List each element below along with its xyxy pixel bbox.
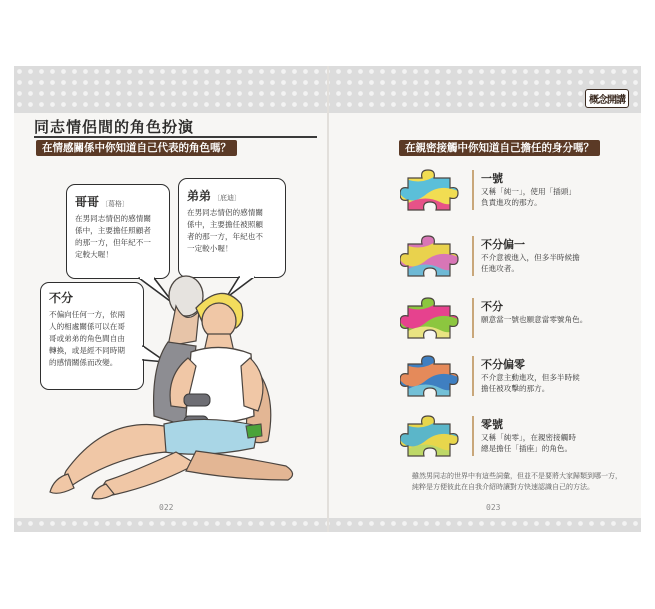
book-spread [14, 66, 641, 532]
text-line: 係中，主要擔任被照顧 [187, 220, 263, 229]
bubble-didi-head: 弟弟 [187, 189, 212, 203]
role-description [481, 314, 611, 325]
couple-illustration [36, 266, 306, 502]
role-description [481, 372, 611, 394]
bubble-gege-head: 哥哥 [75, 195, 100, 209]
bubble-didi-tag: 〔底迪〕 [213, 194, 242, 202]
series-logo: 概念開講 [585, 89, 629, 108]
role-description-line: 擔任被攻擊的那方。 [481, 384, 550, 393]
role-description-line: 負責進攻的那方。 [481, 198, 542, 207]
role-description-line: 又稱「純一」，使用「插頭」 [481, 187, 576, 196]
page-title: 同志情侶間的角色扮演 [34, 118, 195, 136]
text-line: 在男同志情侶的感情關 [75, 214, 151, 223]
footnote [412, 471, 622, 493]
role-divider [472, 236, 474, 276]
footnote-line: 純粹是方便彼此在自我介紹時讓對方快速認識自己的方法。 [412, 483, 594, 491]
text-line: 哥或弟弟的角色間自由 [49, 334, 125, 343]
role-description-line: 不介意主動進攻，但多半時候 [481, 373, 580, 382]
role-description-line: 總是擔任「插座」的角色。 [481, 444, 573, 453]
text-line: 定較大喔！ [75, 250, 113, 259]
text-line: 一定較小喔！ [187, 244, 233, 253]
role-divider [472, 416, 474, 456]
text-line: 人的相處關係可以在哥 [49, 322, 125, 331]
text-line: 者的那一方，年紀也不 [187, 232, 263, 241]
role-name: 不分 [481, 300, 503, 313]
puzzle-piece-icon [400, 168, 460, 214]
role-description-line: 不介意被進入，但多半時候擔 [481, 253, 580, 262]
book-spine [327, 66, 329, 532]
text-line: 的感情關係而改變。 [49, 358, 118, 367]
puzzle-piece-icon [400, 414, 460, 460]
role-name: 不分偏零 [481, 358, 525, 371]
text-line: 轉換，或是經不同時期 [49, 346, 125, 355]
role-divider [472, 170, 474, 210]
text-line: 在男同志情侶的感情關 [187, 208, 263, 217]
text-line: 的那一方，但年紀不一 [75, 238, 151, 247]
text-line: 不偏向任何一方，依兩 [49, 310, 125, 319]
role-description-line: 又稱「純零」，在親密接觸時 [481, 433, 576, 442]
section-banner-left: 在情感關係中你知道自己代表的角色嗎？ [36, 140, 237, 156]
role-name: 不分偏一 [481, 238, 525, 251]
puzzle-piece-icon [400, 354, 460, 400]
role-divider [472, 298, 474, 338]
role-description-line: 願意當一號也願意當零號角色。 [481, 315, 588, 324]
puzzle-piece-icon [400, 296, 460, 342]
role-description [481, 432, 611, 454]
role-name: 一號 [481, 172, 503, 185]
text-line: 係中，主要擔任照顧者 [75, 226, 151, 235]
role-divider [472, 356, 474, 396]
bubble-bufen-head: 不分 [49, 291, 74, 305]
page-number-right: 023 [486, 503, 501, 512]
page-number-left: 022 [159, 503, 174, 512]
role-description [481, 252, 611, 274]
role-description-line: 任進攻者。 [481, 264, 519, 273]
role-description [481, 186, 611, 208]
role-name: 零號 [481, 418, 503, 431]
footnote-line: 雖然男同志的世界中有這些詞彙，但並不是要將大家歸類到哪一方， [412, 472, 622, 480]
bubble-gege-tag: 〔葛格〕 [101, 200, 130, 208]
section-banner-right: 在親密接觸中你知道自己擔任的身分嗎？ [399, 140, 600, 156]
puzzle-piece-icon [400, 234, 460, 280]
